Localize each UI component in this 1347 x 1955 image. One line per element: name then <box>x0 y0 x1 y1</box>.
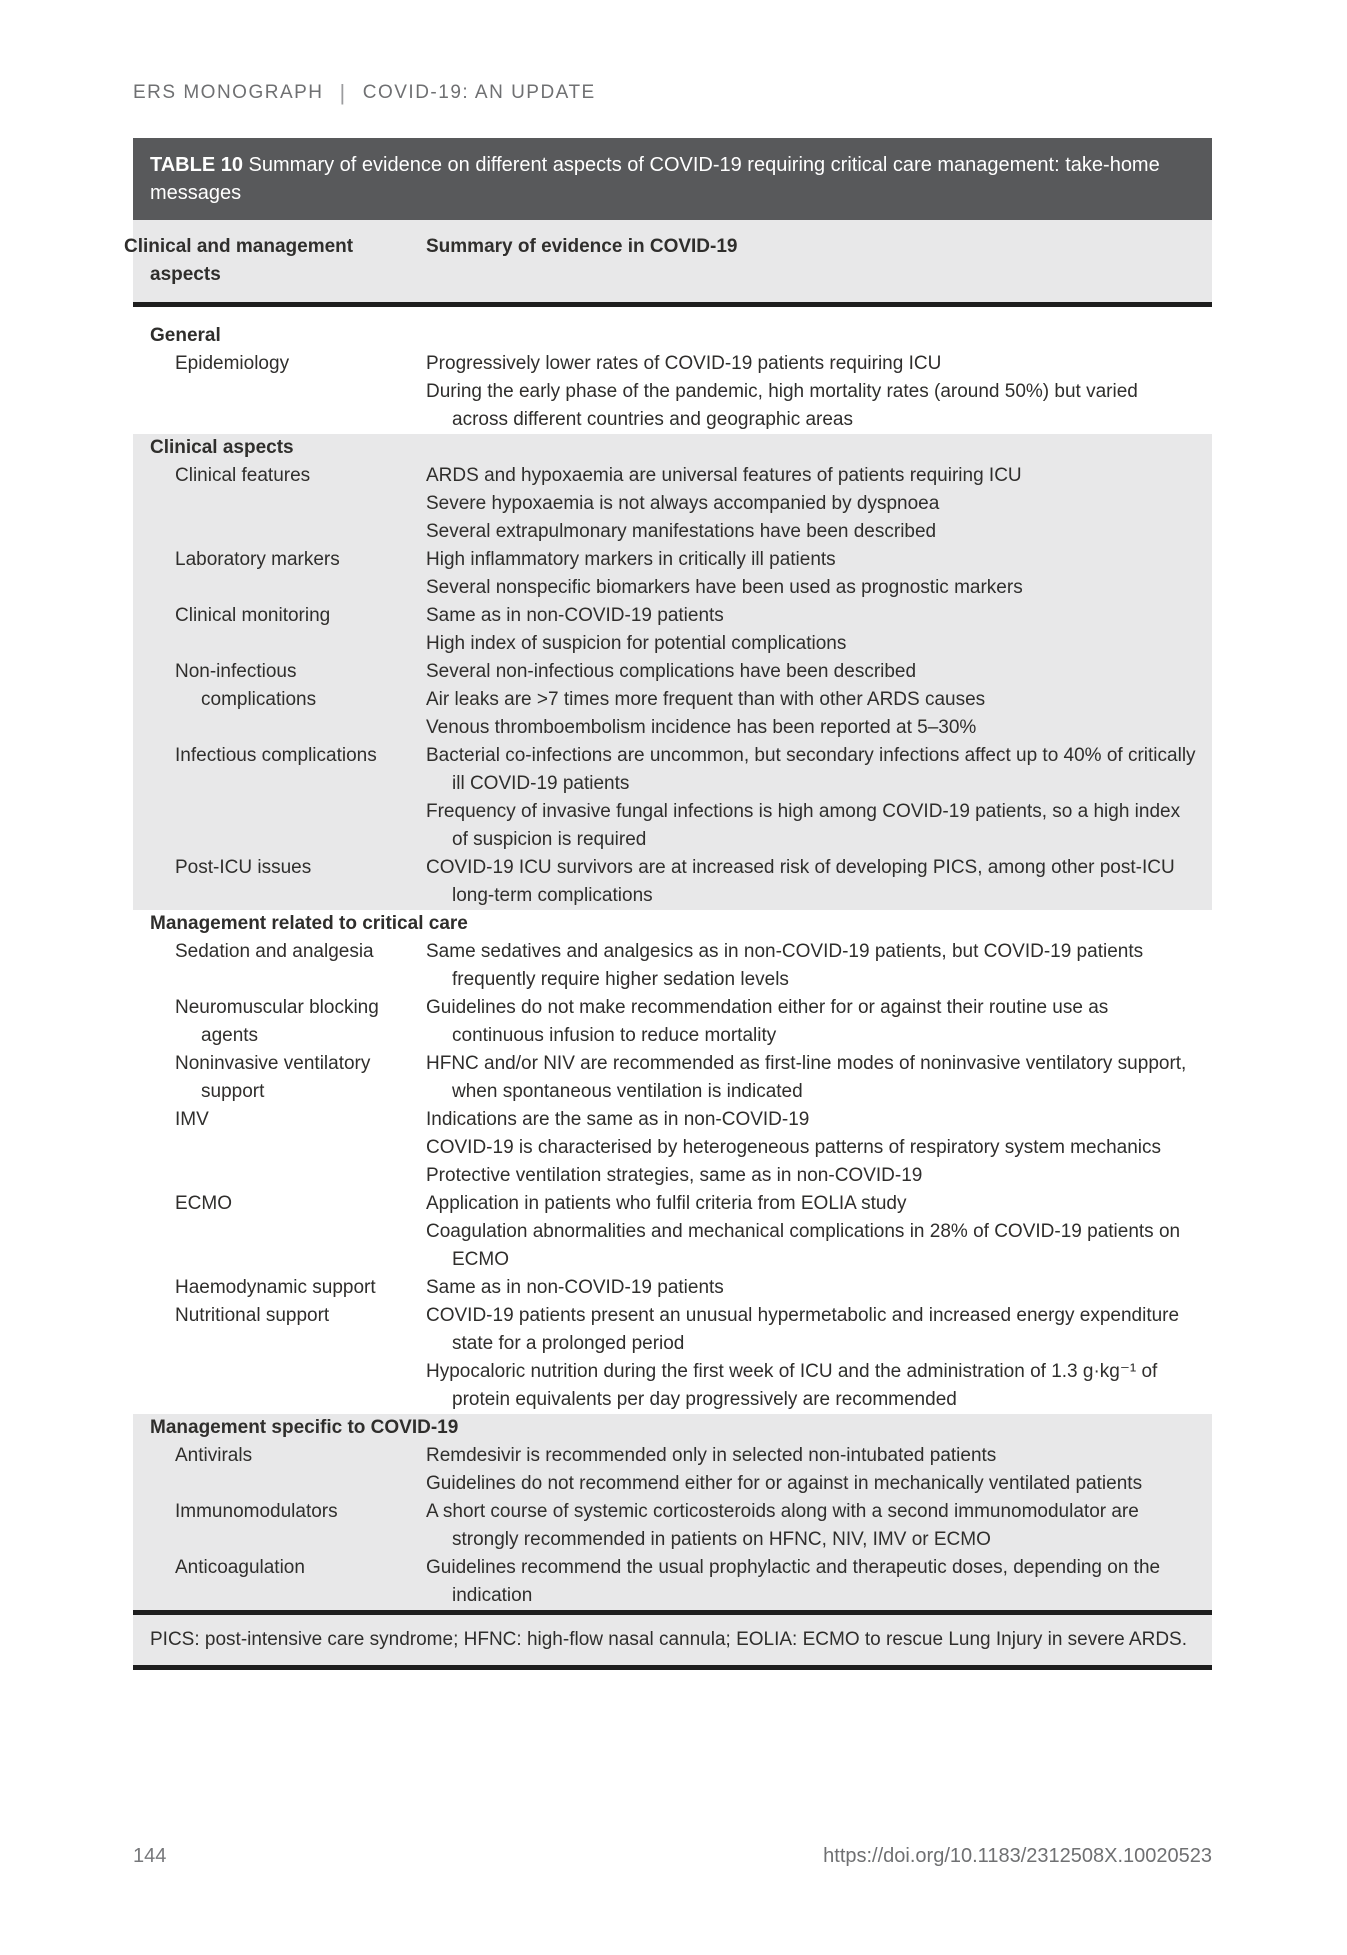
summary-item: Indications are the same as in non-COVID-19 <box>426 1109 810 1130</box>
aspect-cell <box>133 938 426 994</box>
summary-cell <box>426 350 1212 434</box>
section-header: Management related to critical care <box>150 913 468 934</box>
table-row <box>133 658 1212 742</box>
summary-cell <box>426 1274 1212 1302</box>
aspect-cell <box>133 350 426 434</box>
aspect-cell <box>133 1498 426 1554</box>
aspect-label: Antivirals <box>175 1445 253 1466</box>
aspect-cell <box>133 742 426 854</box>
table-title-bar <box>133 138 1212 220</box>
aspect-cell <box>133 1106 426 1190</box>
aspect-label: Anticoagulation <box>175 1557 305 1578</box>
summary-item: During the early phase of the pandemic, high mortality rates (around 50%) but varied across different countries and geographic areas <box>426 381 1138 430</box>
summary-item: COVID-19 is characterised by heterogeneous patterns of respiratory system mechanics <box>426 1137 1161 1158</box>
summary-item: Bacterial co-infections are uncommon, but secondary infections affect up to 40% of critically ill COVID-19 patients <box>426 745 1196 794</box>
summary-item: Same as in non-COVID-19 patients <box>426 605 724 626</box>
summary-cell <box>426 1554 1212 1610</box>
aspect-label: Epidemiology <box>175 353 290 374</box>
summary-item: Progressively lower rates of COVID-19 patients requiring ICU <box>426 353 942 374</box>
summary-cell <box>426 462 1212 546</box>
aspect-cell <box>133 1302 426 1414</box>
evidence-table <box>124 138 1212 1670</box>
summary-item: Remdesivir is recommended only in selected non-intubated patients <box>426 1445 997 1466</box>
summary-item: A short course of systemic corticosteroids along with a second immunomodulator are strongly recommended in patients on HFNC, NIV, IMV or ECMO <box>426 1501 1139 1550</box>
page-footer <box>133 1845 1212 1868</box>
aspect-cell <box>133 462 426 546</box>
aspect-cell <box>133 854 426 910</box>
summary-cell <box>426 546 1212 602</box>
summary-item: Same as in non-COVID-19 patients <box>426 1277 724 1298</box>
table-row <box>133 994 1212 1050</box>
summary-item: Several nonspecific biomarkers have been used as prognostic markers <box>426 577 1023 598</box>
aspect-label: Laboratory markers <box>175 549 340 570</box>
summary-item: COVID-19 ICU survivors are at increased risk of developing PICS, among other post-ICU long-term complications <box>426 857 1175 906</box>
summary-item: Protective ventilation strategies, same as in non-COVID-19 <box>426 1165 923 1186</box>
aspect-cell <box>133 602 426 658</box>
doi-link[interactable]: https://doi.org/10.1183/2312508X.10020523 <box>823 1845 1212 1867</box>
summary-cell <box>426 602 1212 658</box>
aspect-cell <box>133 1274 426 1302</box>
table-row <box>133 1498 1212 1554</box>
table-section <box>133 434 1212 910</box>
aspect-cell <box>133 1442 426 1498</box>
table-row <box>133 350 1212 434</box>
summary-item: Severe hypoxaemia is not always accompanied by dyspnoea <box>426 493 940 514</box>
table-row <box>133 1442 1212 1498</box>
summary-item: Frequency of invasive fungal infections is high among COVID-19 patients, so a high index of suspicion is required <box>426 801 1181 850</box>
summary-cell <box>426 658 1212 742</box>
summary-item: ARDS and hypoxaemia are universal features of patients requiring ICU <box>426 465 1022 486</box>
section-header: Management specific to COVID-19 <box>150 1417 459 1438</box>
section-header: Clinical aspects <box>150 437 294 458</box>
table-row <box>133 546 1212 602</box>
running-head-brand: ERS MONOGRAPH <box>133 82 324 103</box>
table-title: Summary of evidence on different aspects of COVID-19 requiring critical care management: take-home messages <box>150 154 1160 204</box>
page-number: 144 <box>133 1845 167 1867</box>
aspect-cell <box>133 994 426 1050</box>
aspect-label: Noninvasive ventilatory support <box>175 1053 371 1102</box>
aspect-cell <box>133 658 426 742</box>
summary-item: Venous thromboembolism incidence has been reported at 5–30% <box>426 717 977 738</box>
table-row <box>133 938 1212 994</box>
aspect-label: Post-ICU issues <box>175 857 312 878</box>
column-header-summary: Summary of evidence in COVID-19 <box>426 236 738 257</box>
table-footnote: PICS: post-intensive care syndrome; HFNC: high-flow nasal cannula; EOLIA: ECMO to rescue Lung Injury in severe ARDS. <box>133 1610 1212 1670</box>
table-row <box>133 1302 1212 1414</box>
summary-item: High inflammatory markers in critically ill patients <box>426 549 836 570</box>
summary-cell <box>426 1050 1212 1106</box>
table-row <box>133 1190 1212 1274</box>
summary-item: Coagulation abnormalities and mechanical complications in 28% of COVID-19 patients on ECMO <box>426 1221 1181 1270</box>
summary-cell <box>426 854 1212 910</box>
summary-cell <box>426 938 1212 994</box>
aspect-label: Neuromuscular blocking agents <box>175 997 379 1046</box>
summary-item: COVID-19 patients present an unusual hypermetabolic and increased energy expenditure state for a prolonged period <box>426 1305 1180 1354</box>
aspect-label: Infectious complications <box>175 745 377 766</box>
summary-cell <box>426 1442 1212 1498</box>
column-header-aspects: Clinical and management aspects <box>124 236 354 285</box>
table-row <box>133 1554 1212 1610</box>
summary-cell <box>426 1190 1212 1274</box>
summary-item: Hypocaloric nutrition during the first week of ICU and the administration of 1.3 g·kg⁻¹ of protein equivalents per day progressively are recommended <box>426 1361 1158 1410</box>
table-row <box>133 1106 1212 1190</box>
summary-cell <box>426 994 1212 1050</box>
aspect-label: Clinical features <box>175 465 311 486</box>
table-section <box>133 1414 1212 1610</box>
table-row <box>133 462 1212 546</box>
table-label: TABLE 10 <box>150 154 243 176</box>
aspect-label: ECMO <box>175 1193 232 1214</box>
aspect-cell <box>133 546 426 602</box>
aspect-label: Immunomodulators <box>175 1501 338 1522</box>
aspect-label: Non-infectious complications <box>175 661 317 710</box>
summary-item: Several extrapulmonary manifestations have been described <box>426 521 937 542</box>
table-row <box>133 1274 1212 1302</box>
aspect-cell <box>133 1190 426 1274</box>
aspect-label: Haemodynamic support <box>175 1277 376 1298</box>
running-head-divider-icon: | <box>339 80 347 105</box>
summary-item: Air leaks are >7 times more frequent than with other ARDS causes <box>426 689 986 710</box>
summary-cell <box>426 742 1212 854</box>
table-body <box>133 307 1212 1610</box>
summary-item: Several non-infectious complications have been described <box>426 661 917 682</box>
summary-item: Guidelines do not recommend either for or against in mechanically ventilated patients <box>426 1473 1143 1494</box>
table-row <box>133 742 1212 854</box>
aspect-label: IMV <box>175 1109 209 1130</box>
table-section <box>133 910 1212 1414</box>
summary-cell <box>426 1498 1212 1554</box>
aspect-label: Sedation and analgesia <box>175 941 374 962</box>
summary-item: HFNC and/or NIV are recommended as first-line modes of noninvasive ventilatory support, when spontaneous ventilation is indicated <box>426 1053 1187 1102</box>
aspect-label: Nutritional support <box>175 1305 330 1326</box>
section-header: General <box>150 325 221 346</box>
summary-item: Guidelines recommend the usual prophylactic and therapeutic doses, depending on the indication <box>426 1557 1161 1606</box>
running-head <box>133 80 596 106</box>
summary-cell <box>426 1302 1212 1414</box>
aspect-label: Clinical monitoring <box>175 605 331 626</box>
table-row <box>133 1050 1212 1106</box>
running-head-edition: COVID-19: AN UPDATE <box>362 82 596 103</box>
table-row <box>133 854 1212 910</box>
aspect-cell <box>133 1050 426 1106</box>
summary-item: Same sedatives and analgesics as in non-COVID-19 patients, but COVID-19 patients frequently require higher sedation levels <box>426 941 1144 990</box>
summary-item: Application in patients who fulfil criteria from EOLIA study <box>426 1193 907 1214</box>
summary-item: High index of suspicion for potential complications <box>426 633 847 654</box>
aspect-cell <box>133 1554 426 1610</box>
table-row <box>133 602 1212 658</box>
summary-cell <box>426 1106 1212 1190</box>
table-column-header-row <box>124 220 1212 307</box>
table-section <box>133 322 1212 434</box>
summary-item: Guidelines do not make recommendation either for or against their routine use as continuous infusion to reduce mortality <box>426 997 1109 1046</box>
